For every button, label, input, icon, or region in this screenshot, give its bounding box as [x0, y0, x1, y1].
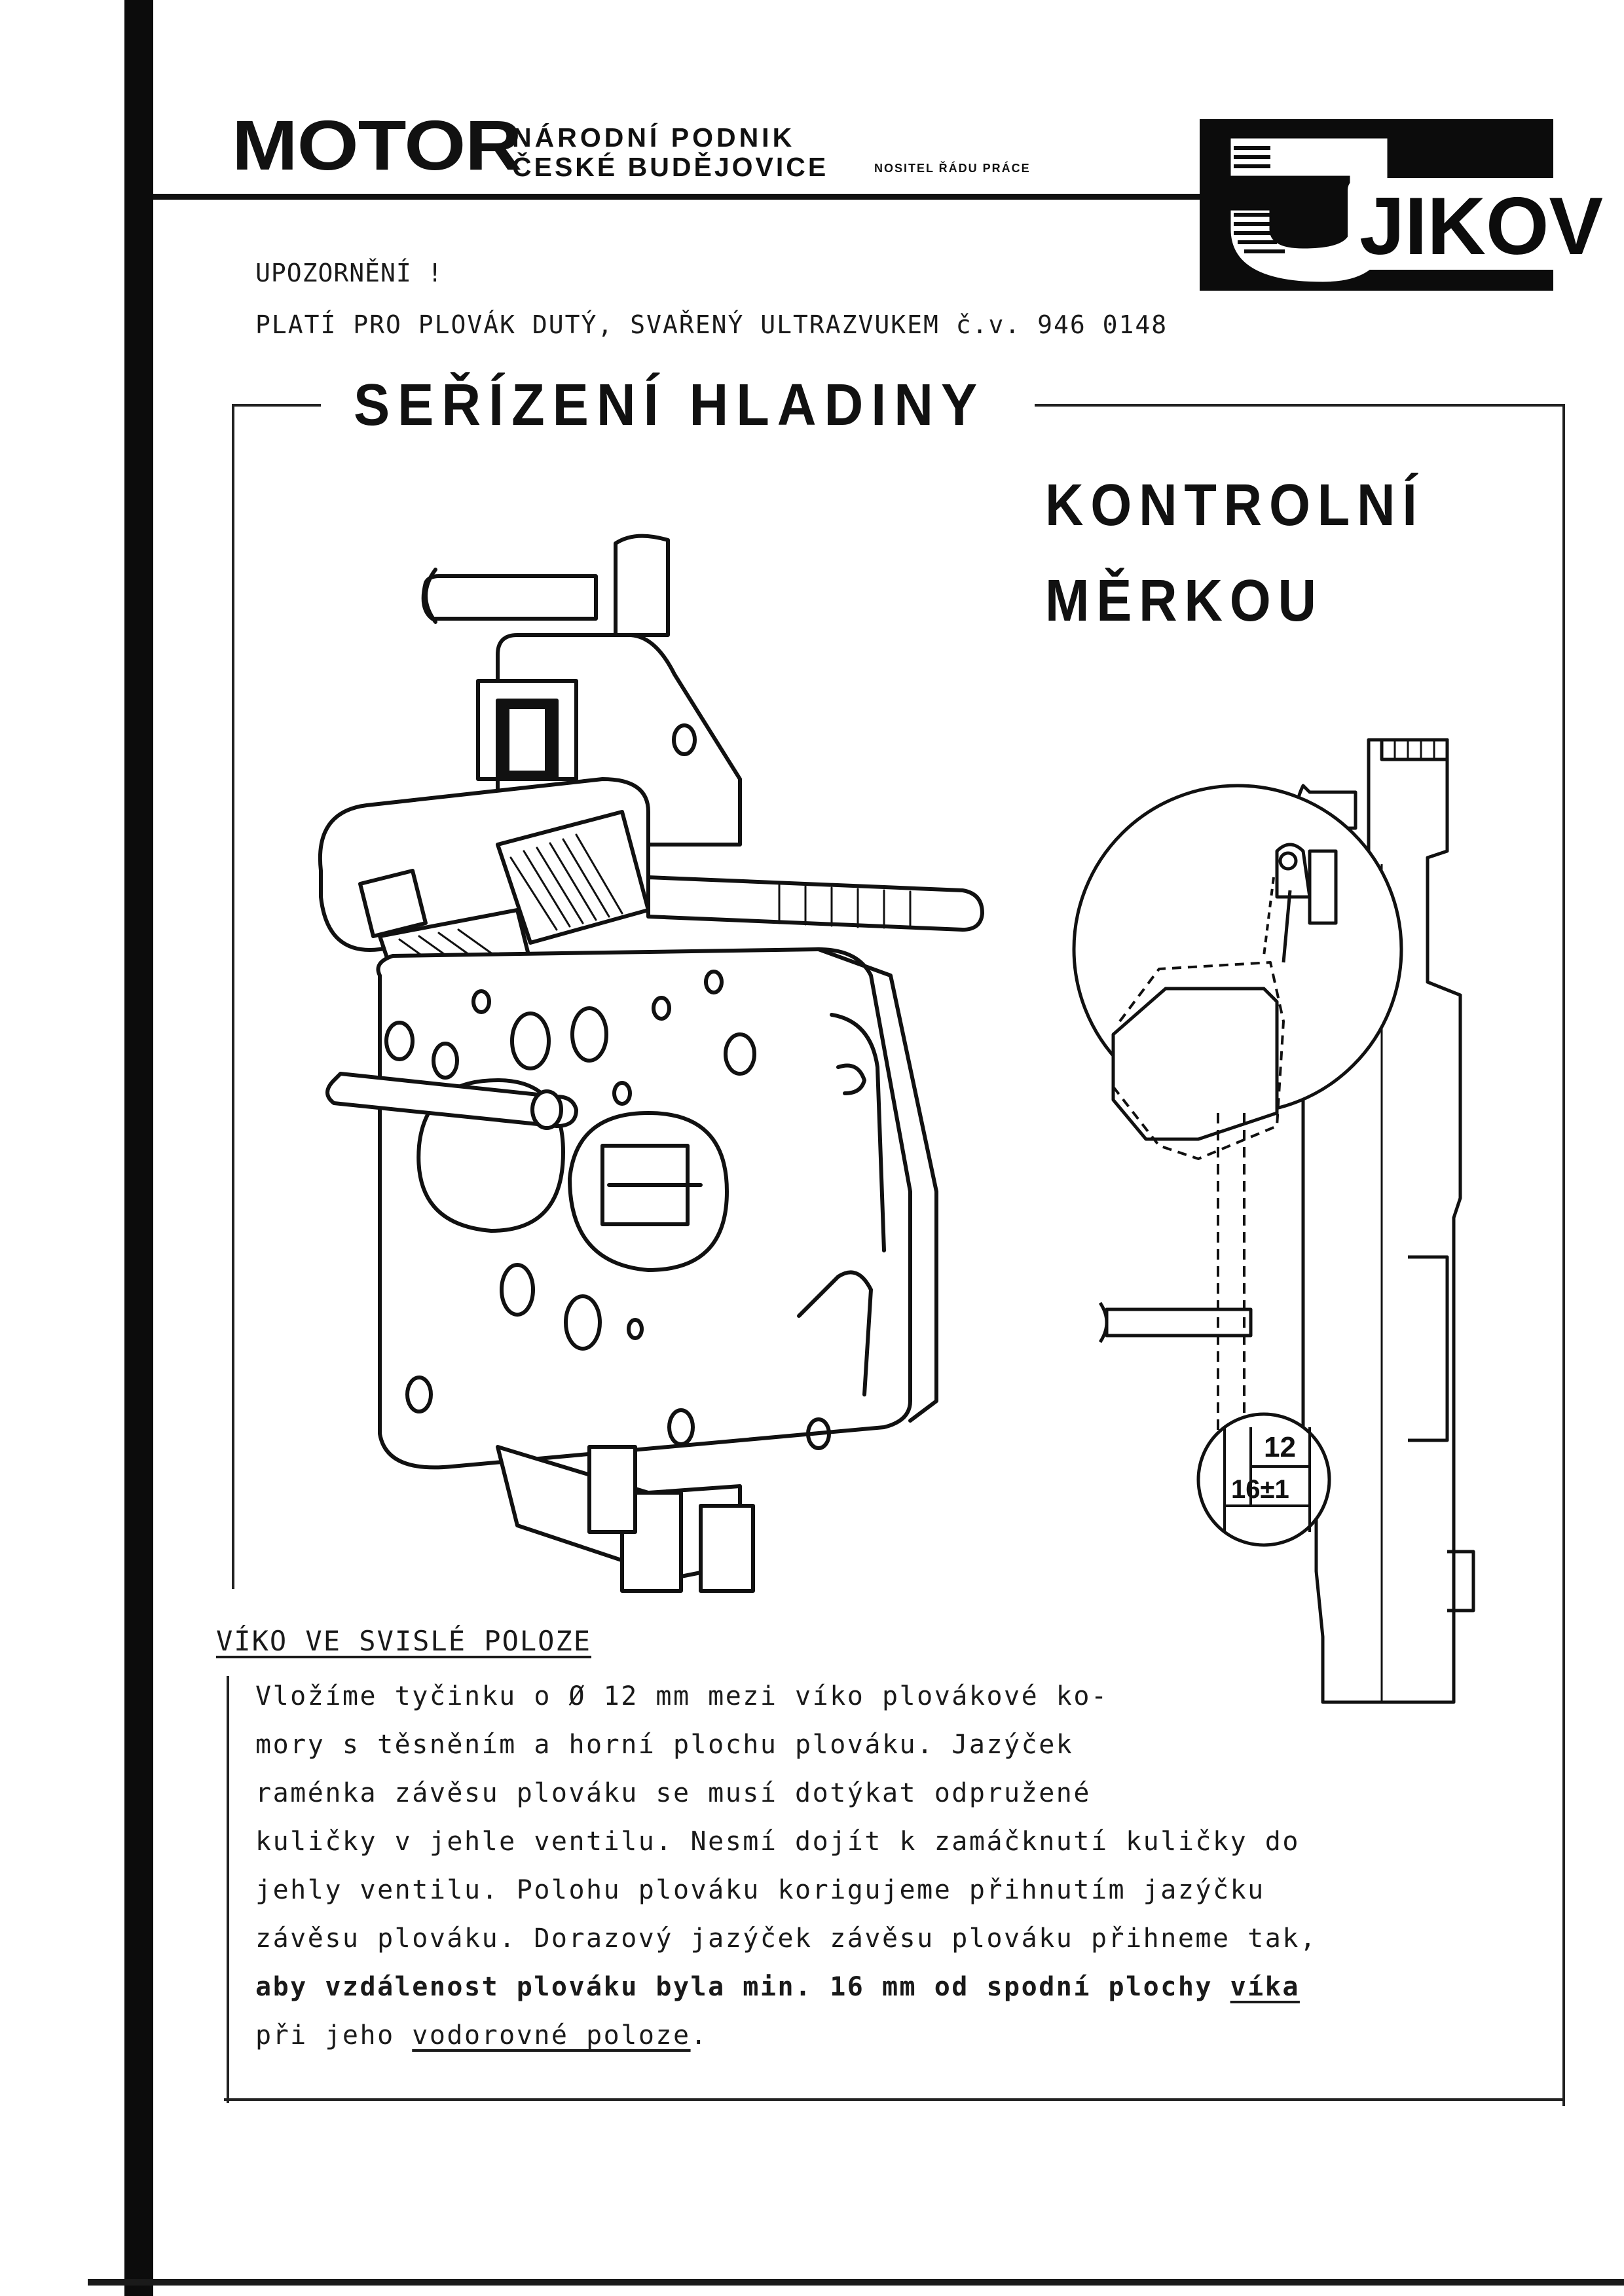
instruction-line-8-end: .	[690, 2020, 709, 2050]
jikov-wordmark: JIKOV	[1359, 181, 1604, 272]
award-text: NOSITEL ŘÁDU PRÁCE	[874, 162, 1031, 175]
frame-top-left	[232, 404, 321, 407]
subtitle-line-2: MĚRKOU	[1045, 568, 1323, 634]
instruction-line-8-text: při jeho	[255, 2020, 413, 2050]
instructions-text	[255, 1672, 1318, 2060]
motor-logo: MOTOR	[232, 105, 522, 185]
frame-left	[232, 404, 234, 1589]
instruction-line-7	[255, 1963, 1318, 2011]
float-level-section-drawing	[1002, 720, 1559, 1755]
frame-right	[1562, 404, 1565, 2106]
bottom-rule	[88, 2279, 1624, 2286]
instruction-line-1: Vložíme tyčinku o Ø 12 mm mezi víko plovákové ko-	[255, 1681, 1109, 1711]
frame-top-right	[1035, 404, 1565, 407]
company-line-2: ČESKÉ BUDĚJOVICE	[512, 152, 829, 182]
frame-bottom	[224, 2098, 1565, 2101]
instruction-line-4: kuličky v jehle ventilu. Nesmí dojít k zamáčknutí kuličky do	[255, 1827, 1300, 1857]
instruction-line-7-text: aby vzdálenost plováku byla min. 16 mm od spodní plochy	[255, 1972, 1230, 2002]
instruction-line-5: jehly ventilu. Polohu plováku korigujeme přihnutím jazýčku	[255, 1875, 1265, 1905]
dimension-12: 12	[1264, 1431, 1296, 1463]
section-heading: VÍKO VE SVISLÉ POLOZE	[216, 1625, 592, 1657]
instruction-line-2: mory s těsněním a horní plochu plováku. Jazýček	[255, 1730, 1074, 1760]
company-name	[512, 124, 828, 181]
warning-text: PLATÍ PRO PLOVÁK DUTÝ, SVAŘENÝ ULTRAZVUKEM č.v. 946 0148	[255, 310, 1168, 339]
jikov-logo	[1225, 131, 1624, 288]
subtitle	[1045, 458, 1424, 649]
main-title: SEŘÍZENÍ HLADINY	[354, 373, 986, 438]
binding-bar	[124, 0, 153, 2296]
underlined-word-vika: víka	[1230, 1972, 1300, 2002]
dimension-16: 16±1	[1231, 1475, 1289, 1504]
instruction-line-6: závěsu plováku. Dorazový jazýček závěsu plováku přihneme tak,	[255, 1923, 1318, 1954]
underlined-phrase-vodorovne-poloze: vodorovné poloze	[412, 2020, 691, 2050]
warning-title: UPOZORNĚNÍ !	[255, 259, 443, 287]
text-bracket	[227, 1676, 229, 2103]
instruction-line-3: raménka závěsu plováku se musí dotýkat odpružené	[255, 1778, 1091, 1808]
subtitle-line-1: KONTROLNÍ	[1045, 473, 1424, 538]
instruction-line-8	[255, 2011, 1318, 2060]
company-line-1: NÁRODNÍ PODNIK	[512, 122, 796, 153]
carburetor-cover-drawing	[282, 504, 1015, 1604]
